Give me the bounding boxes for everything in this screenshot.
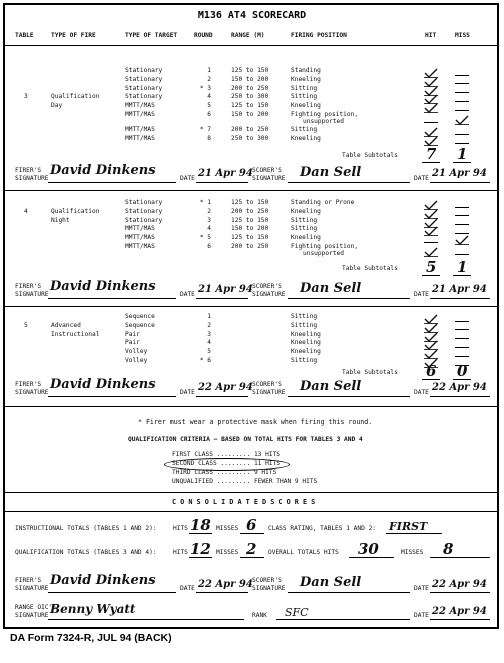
oic-signature: Benny Wyatt	[50, 602, 136, 616]
scorecard-title: M136 AT4 SCORECARD	[197, 10, 307, 21]
table-subtotals-label: Table Subtotals	[342, 265, 398, 272]
miss-blank-line	[455, 254, 469, 255]
consolidated-bottom-rule	[5, 511, 499, 512]
row-round: 2	[207, 207, 211, 215]
final-firer-label-2: SIGNATURE	[15, 585, 49, 592]
row-round: 4	[207, 93, 211, 101]
hit-check-icon	[424, 133, 438, 143]
row-range: 125 to 150	[231, 234, 269, 242]
row-firing-position: Kneeling	[291, 75, 321, 83]
firer-date-line	[196, 396, 248, 397]
row-range: 125 to 150	[231, 102, 269, 110]
firer-date: 22 Apr 94	[198, 382, 253, 393]
header-type-of-target: TYPE OF TARGET	[125, 32, 178, 39]
row-round: * 5	[199, 234, 211, 242]
row-round: 6	[207, 243, 211, 250]
row-range: 125 to 150	[231, 216, 269, 224]
scorer-sig-label-1: SCORER'S	[252, 381, 282, 388]
row-target: MMTT/MAS	[125, 234, 155, 242]
header-round: ROUND	[194, 32, 213, 39]
instructional-totals-label: INSTRUCTIONAL TOTALS (TABLES 1 AND 2):	[15, 525, 157, 532]
final-scorer-sig-line	[288, 592, 410, 593]
hit-check-icon	[424, 100, 438, 110]
final-scorer-date-line	[430, 592, 490, 593]
miss-blank-line	[455, 83, 469, 84]
header-table: TABLE	[15, 32, 34, 39]
miss-check-icon	[455, 112, 469, 122]
firer-sig-line	[48, 298, 176, 299]
row-range: 200 to 250	[231, 207, 269, 215]
scorer-date-label: DATE	[414, 291, 429, 298]
row-firing-position-cont: unsupported	[303, 118, 344, 126]
row-round: 4	[207, 225, 211, 233]
scorer-sig-line	[288, 182, 410, 183]
type-of-fire-line-2: Day	[51, 102, 63, 110]
overall-misses-label: MISSES	[401, 549, 424, 556]
instr-hits-value: 18	[190, 516, 211, 534]
hits-subtotal-line	[422, 275, 440, 276]
scorer-sig-label-1: SCORER'S	[252, 167, 282, 174]
qualification-totals-label: QUALIFICATION TOTALS (TABLES 3 AND 4):	[15, 549, 157, 556]
row-firing-position: Kneeling	[291, 330, 321, 338]
header-range: RANGE (M)	[231, 32, 265, 39]
type-of-fire-line-2: Instructional	[51, 330, 100, 338]
scorer-sig-label-2: SIGNATURE	[252, 175, 286, 182]
miss-blank-line	[455, 329, 469, 330]
hits-subtotal: 5	[426, 258, 437, 276]
firer-sig-label-2: SIGNATURE	[15, 291, 49, 298]
scorer-sig-line	[288, 396, 410, 397]
final-firer-date-label: DATE	[180, 585, 195, 592]
hit-check-icon	[424, 223, 438, 233]
misses-subtotal: 0	[457, 362, 468, 380]
table-separator-rule	[5, 406, 499, 407]
row-target: Stationary	[125, 75, 163, 83]
type-of-fire-line-2: Night	[51, 216, 70, 224]
misses-subtotal: 1	[457, 258, 468, 276]
misses-subtotal-line	[453, 275, 471, 276]
row-round: 8	[207, 135, 211, 143]
firer-signature: David Dinkens	[50, 163, 156, 178]
criteria-third-class: THIRD CLASS ......... 9 HITS	[172, 469, 277, 476]
row-round: 2	[207, 321, 211, 329]
table-subtotals-label: Table Subtotals	[342, 152, 398, 159]
instr-misses-value: 6	[246, 516, 257, 534]
oic-label-1: RANGE OIC'S	[15, 604, 56, 611]
header-firing-position: FIRING POSITION	[291, 32, 347, 39]
header-rule	[5, 45, 499, 46]
row-target: Stationary	[125, 216, 163, 224]
row-firing-position-cont: unsupported	[303, 250, 344, 258]
scorer-sig-label-2: SIGNATURE	[252, 389, 286, 396]
miss-blank-line	[455, 215, 469, 216]
consolidated-heading: C O N S O L I D A T E D S C O R E S	[172, 498, 316, 506]
misses-subtotal: 1	[457, 145, 468, 163]
type-of-fire-line-1: Qualification	[51, 207, 100, 215]
row-target: Stationary	[125, 67, 163, 74]
hits-subtotal-line	[422, 379, 440, 380]
table-separator-rule	[5, 190, 499, 191]
row-firing-position: Sitting	[291, 216, 318, 224]
hits-subtotal: 7	[426, 145, 437, 163]
instr-hits-label: HITS	[173, 525, 188, 532]
hit-blank-line	[424, 242, 438, 243]
row-target: Sequence	[125, 313, 155, 320]
miss-blank-line	[455, 347, 469, 348]
firer-date-label: DATE	[180, 389, 195, 396]
row-range: 200 to 250	[231, 126, 269, 134]
row-firing-position: Kneeling	[291, 348, 321, 356]
hit-blank-line	[424, 122, 438, 123]
row-target: Stationary	[125, 84, 163, 92]
instr-misses-label: MISSES	[216, 525, 239, 532]
row-round: 5	[207, 348, 211, 356]
instr-misses-line	[240, 533, 264, 534]
final-firer-signature: David Dinkens	[50, 573, 156, 588]
row-round: * 7	[199, 126, 211, 134]
scorer-sig-label-1: SCORER'S	[252, 283, 282, 290]
row-target: Stationary	[125, 199, 163, 206]
form-identifier: DA Form 7324-R, JUL 94 (BACK)	[10, 632, 172, 644]
row-range: 150 to 200	[231, 225, 269, 233]
qual-hits-line	[189, 557, 212, 558]
scorer-date: 21 Apr 94	[432, 284, 487, 295]
firer-date: 21 Apr 94	[198, 168, 253, 179]
scorer-date-label: DATE	[414, 389, 429, 396]
row-firing-position: Kneeling	[291, 102, 321, 110]
final-firer-sig-line	[48, 592, 176, 593]
table-number: 4	[24, 207, 28, 215]
row-target: MMTT/MAS	[125, 135, 155, 143]
qual-misses-line	[240, 557, 264, 558]
row-firing-position: Fighting position,	[291, 111, 359, 118]
overall-hits-line	[349, 557, 394, 558]
miss-blank-line	[455, 143, 469, 144]
hits-subtotal: 6	[426, 362, 437, 380]
type-of-fire-line-1: Qualification	[51, 93, 100, 101]
row-round: 4	[207, 339, 211, 347]
firer-signature: David Dinkens	[50, 279, 156, 294]
row-range: 200 to 250	[231, 84, 269, 92]
row-firing-position: Sitting	[291, 357, 318, 364]
row-firing-position: Sitting	[291, 84, 318, 92]
row-target: MMTT/MAS	[125, 126, 155, 134]
miss-blank-line	[455, 110, 469, 111]
row-round: * 1	[199, 199, 211, 206]
header-hit: HIT	[425, 32, 437, 39]
row-target: Stationary	[125, 207, 163, 215]
header-type-of-fire: TYPE OF FIRE	[51, 32, 96, 39]
firer-date-line	[196, 182, 248, 183]
oic-date-line	[430, 619, 490, 620]
oic-label-2: SIGNATURE	[15, 612, 49, 619]
rank-line	[276, 619, 410, 620]
miss-blank-line	[455, 92, 469, 93]
row-round: 5	[207, 102, 211, 110]
class-rating-label: CLASS RATING, TABLES 1 AND 2:	[268, 525, 377, 532]
scorer-sig-label-2: SIGNATURE	[252, 291, 286, 298]
criteria-heading: QUALIFICATION CRITERIA — BASED ON TOTAL HITS FOR TABLES 3 AND 4	[128, 436, 363, 443]
class-rating-line	[386, 533, 442, 534]
row-target: MMTT/MAS	[125, 111, 155, 118]
oic-date-label: DATE	[414, 612, 429, 619]
row-range: 150 to 200	[231, 75, 269, 83]
table-number: 5	[24, 321, 28, 329]
row-firing-position: Kneeling	[291, 207, 321, 215]
miss-blank-line	[455, 134, 469, 135]
row-firing-position: Standing	[291, 67, 321, 74]
consolidated-top-rule	[5, 492, 499, 493]
overall-misses-line	[430, 557, 490, 558]
row-range: 250 to 300	[231, 93, 269, 101]
row-round: 3	[207, 330, 211, 338]
row-firing-position: Kneeling	[291, 135, 321, 143]
scorer-date-line	[430, 396, 490, 397]
row-firing-position: Kneeling	[291, 339, 321, 347]
table-subtotals-label: Table Subtotals	[342, 369, 398, 376]
row-target: Stationary	[125, 93, 163, 101]
scorer-sig-line	[288, 298, 410, 299]
row-target: MMTT/MAS	[125, 102, 155, 110]
final-scorer-label-1: SCORER'S	[252, 577, 282, 584]
final-scorer-label-2: SIGNATURE	[252, 585, 286, 592]
miss-check-icon	[455, 232, 469, 242]
oic-sig-line	[48, 619, 244, 620]
firer-sig-label-1: FIRER'S	[15, 167, 42, 174]
row-range: 125 to 150	[231, 199, 269, 206]
firer-sig-line	[48, 396, 176, 397]
row-firing-position: Sitting	[291, 93, 318, 101]
table-separator-rule	[5, 306, 499, 307]
row-target: Volley	[125, 357, 148, 364]
row-firing-position: Kneeling	[291, 234, 321, 242]
firer-date: 21 Apr 94	[198, 284, 253, 295]
firer-sig-label-1: FIRER'S	[15, 381, 42, 388]
row-firing-position: Sitting	[291, 126, 318, 134]
scorer-date-label: DATE	[414, 175, 429, 182]
miss-blank-line	[455, 224, 469, 225]
qual-hits-label: HITS	[173, 549, 188, 556]
oic-date: 22 Apr 94	[432, 606, 487, 617]
miss-blank-line	[455, 356, 469, 357]
overall-misses-value: 8	[443, 540, 454, 558]
row-round: * 6	[199, 357, 211, 364]
firer-date-label: DATE	[180, 291, 195, 298]
final-scorer-date: 22 Apr 94	[432, 579, 487, 590]
overall-hits-value: 30	[358, 540, 379, 558]
final-scorer-signature: Dan Sell	[300, 575, 362, 590]
instr-hits-line	[189, 533, 212, 534]
scorer-date-line	[430, 298, 490, 299]
rank-value: SFC	[285, 606, 309, 619]
class-rating-value: FIRST	[389, 520, 428, 533]
row-round: 6	[207, 111, 211, 118]
scorer-signature: Dan Sell	[300, 281, 362, 296]
row-target: MMTT/MAS	[125, 225, 155, 233]
hit-check-icon	[424, 244, 438, 254]
overall-hits-label: OVERALL TOTALS HITS	[268, 549, 339, 556]
row-range: 150 to 200	[231, 111, 269, 118]
miss-blank-line	[455, 321, 469, 322]
firer-signature: David Dinkens	[50, 377, 156, 392]
row-round: 1	[207, 67, 211, 74]
hits-subtotal-line	[422, 162, 440, 163]
row-round: 1	[207, 313, 211, 320]
misses-subtotal-line	[453, 379, 471, 380]
qual-hits-value: 12	[190, 540, 211, 558]
row-firing-position: Sitting	[291, 321, 318, 329]
type-of-fire-line-1: Advanced	[51, 321, 81, 329]
final-firer-date: 22 Apr 94	[198, 579, 253, 590]
row-round: 2	[207, 75, 211, 83]
header-miss: MISS	[455, 32, 470, 39]
scorer-date-line	[430, 182, 490, 183]
miss-blank-line	[455, 338, 469, 339]
scorer-signature: Dan Sell	[300, 165, 362, 180]
row-range: 125 to 150	[231, 67, 269, 74]
firer-date-line	[196, 298, 248, 299]
row-target: Pair	[125, 339, 140, 347]
criteria-unqualified: UNQUALIFIED ......... FEWER THAN 9 HITS	[172, 478, 318, 485]
firer-sig-label-1: FIRER'S	[15, 283, 42, 290]
scorer-signature: Dan Sell	[300, 379, 362, 394]
qual-misses-value: 2	[246, 540, 257, 558]
row-range: 250 to 300	[231, 135, 269, 143]
miss-blank-line	[455, 75, 469, 76]
firer-sig-line	[48, 182, 176, 183]
mask-footnote: * Firer must wear a protective mask when firing this round.	[138, 418, 373, 426]
firer-sig-label-2: SIGNATURE	[15, 175, 49, 182]
final-scorer-date-label: DATE	[414, 585, 429, 592]
scorer-date: 22 Apr 94	[432, 382, 487, 393]
row-target: Volley	[125, 348, 148, 356]
row-round: 3	[207, 216, 211, 224]
row-firing-position: Standing or Prone	[291, 199, 355, 206]
row-target: Pair	[125, 330, 140, 338]
rank-label: RANK	[252, 612, 267, 619]
firer-date-label: DATE	[180, 175, 195, 182]
qual-misses-label: MISSES	[216, 549, 239, 556]
row-round: * 3	[199, 84, 211, 92]
misses-subtotal-line	[453, 162, 471, 163]
criteria-first-class: FIRST CLASS ......... 13 HITS	[172, 451, 281, 458]
miss-blank-line	[455, 207, 469, 208]
row-target: Sequence	[125, 321, 155, 329]
row-firing-position: Sitting	[291, 225, 318, 233]
final-firer-date-line	[196, 592, 248, 593]
row-range: 200 to 250	[231, 243, 269, 250]
row-firing-position: Sitting	[291, 313, 318, 320]
scorer-date: 21 Apr 94	[432, 168, 487, 179]
table-number: 3	[24, 93, 28, 101]
criteria-second-class: SECOND CLASS ........ 11 HITS	[172, 460, 281, 467]
row-firing-position: Fighting position,	[291, 243, 359, 250]
miss-blank-line	[455, 101, 469, 102]
final-firer-label-1: FIRER'S	[15, 577, 42, 584]
firer-sig-label-2: SIGNATURE	[15, 389, 49, 396]
row-target: MMTT/MAS	[125, 243, 155, 250]
